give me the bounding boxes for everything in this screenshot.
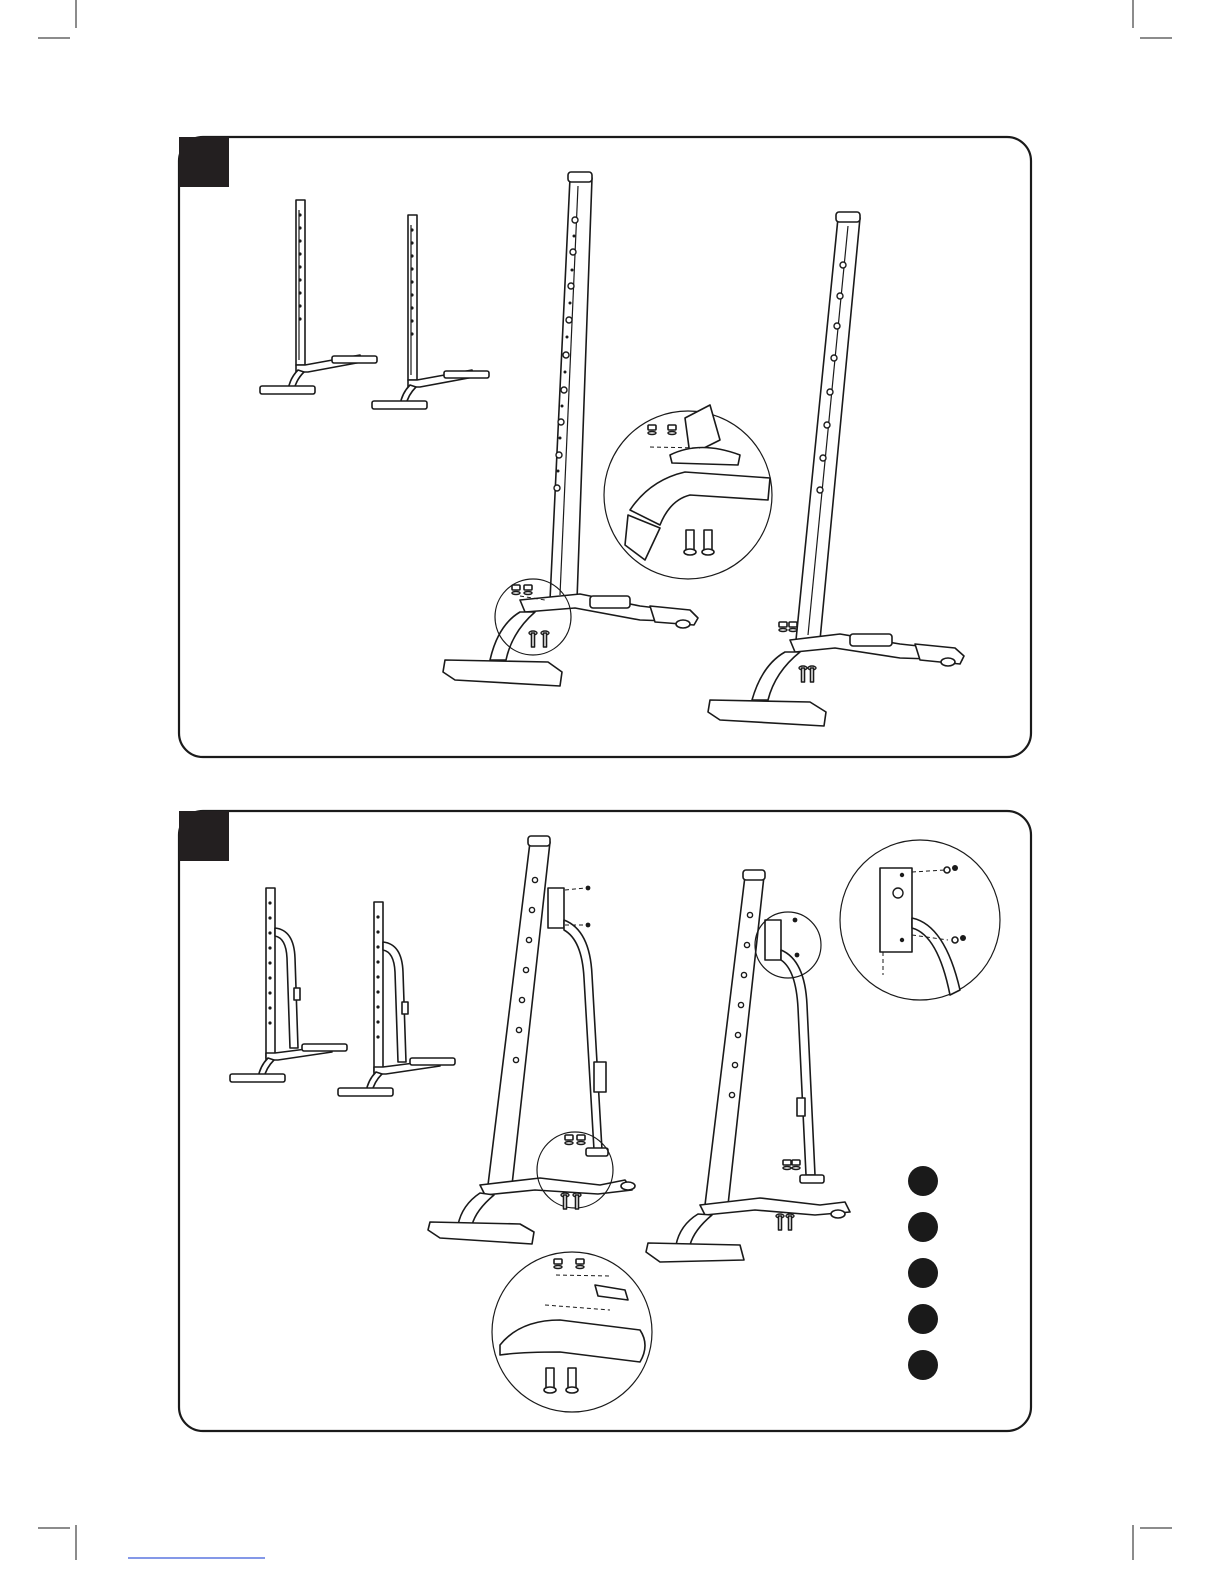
step-1-panel (179, 137, 1031, 757)
step-1-assembled-upright (708, 212, 964, 726)
legend-item-1-marker (908, 1166, 938, 1196)
step-2-assembled-upright (646, 870, 850, 1262)
parts-legend (908, 1166, 938, 1380)
step-2-thumbnail-right (338, 902, 455, 1096)
step-2-badge (179, 811, 229, 861)
legend-item-2-marker (908, 1212, 938, 1242)
step-2-bracket-detail-zoom (840, 840, 1000, 1000)
step-1-badge (179, 137, 229, 187)
step-1-thumbnail-left (260, 200, 377, 394)
step-1-main-upright (443, 172, 698, 686)
step-2-panel (179, 811, 1031, 1431)
step-2-main-upright (428, 836, 635, 1244)
step-2-thumbnail-left (230, 888, 347, 1082)
legend-item-4-marker (908, 1304, 938, 1334)
legend-item-3-marker (908, 1258, 938, 1288)
legend-item-5-marker (908, 1350, 938, 1380)
step-2-base-detail-zoom (492, 1252, 652, 1412)
step-1-thumbnail-right (372, 215, 489, 409)
step-1-detail-zoom (604, 405, 772, 579)
